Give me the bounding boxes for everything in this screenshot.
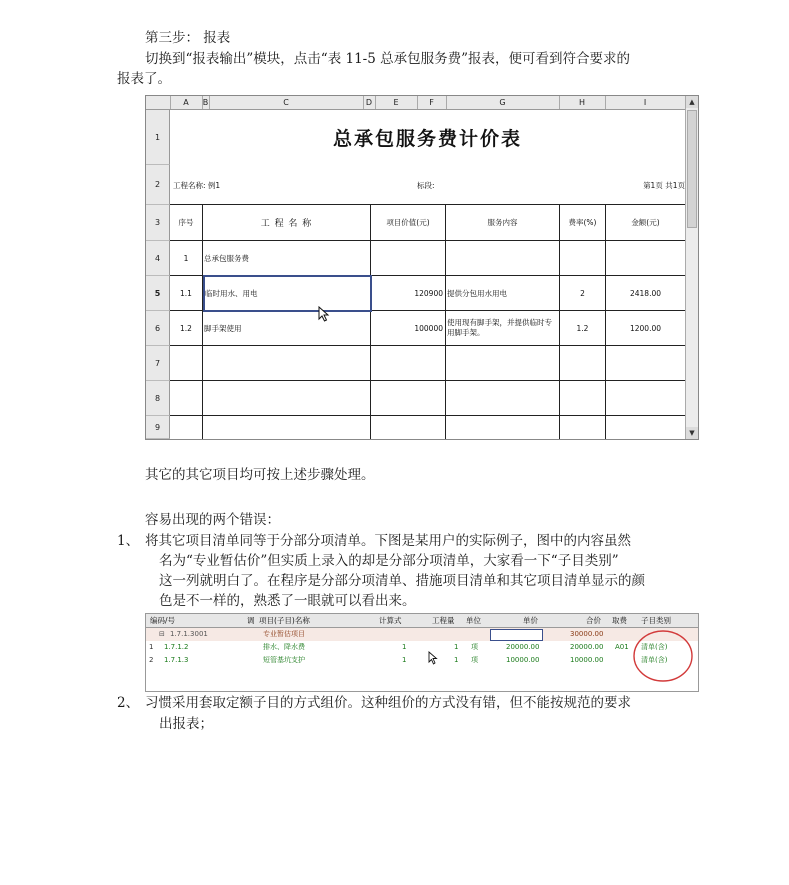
list-number: 1、 <box>117 533 140 549</box>
col-header[interactable]: E <box>375 96 418 109</box>
total-cell: 20000.00 <box>570 643 604 651</box>
report-spreadsheet <box>145 95 699 440</box>
table-header <box>146 614 698 628</box>
mouse-cursor-icon <box>428 651 438 665</box>
row-content-cell: 提供分包用水用电 <box>447 288 507 298</box>
col-header[interactable]: 单位 <box>466 616 481 625</box>
section-label: 标段: <box>417 180 435 190</box>
list-number: 2、 <box>117 695 140 711</box>
col-header[interactable]: D <box>363 96 376 109</box>
header-cell: 服务内容 <box>487 218 518 227</box>
formula-cell: 1 <box>402 643 407 651</box>
qty-cell: 1 <box>454 656 459 664</box>
row-rate-cell: 2 <box>580 288 585 298</box>
row-no-cell: 1 <box>183 253 189 263</box>
row-amount-cell: 2418.00 <box>629 288 661 298</box>
row-header[interactable]: 2 <box>146 165 170 205</box>
grid-line <box>170 345 685 346</box>
row-name-cell: 脚手架使用 <box>204 323 242 333</box>
col-header[interactable]: B <box>202 98 209 107</box>
type-cell: 清单(含) <box>641 643 668 651</box>
unit-cell: 项 <box>471 643 478 651</box>
scroll-down-arrow-icon[interactable]: ▼ <box>686 427 698 439</box>
step-title: 第三步： 报表 <box>145 30 231 46</box>
paragraph-line: 名为“专业暂估价”但实质上录入的却是分部分项清单，大家看一下“子目类别” <box>159 553 619 569</box>
row-header[interactable]: 9 <box>146 416 170 439</box>
name-cell: 短管基坑支护 <box>263 656 305 664</box>
col-header[interactable]: 合价 <box>586 616 601 625</box>
price-input[interactable] <box>490 629 543 641</box>
row-name-cell[interactable]: 临时用水、用电 <box>205 288 258 298</box>
col-header[interactable]: G <box>446 96 560 109</box>
col-header[interactable]: 调 <box>247 616 255 625</box>
row-header[interactable]: 6 <box>146 311 170 346</box>
col-header[interactable]: F <box>417 96 447 109</box>
header-cell: 工 程 名 称 <box>260 219 313 229</box>
paragraph-line: 其它的其它项目均可按上述步骤处理。 <box>145 467 375 483</box>
name-cell: 排水、降水费 <box>263 643 305 651</box>
col-header[interactable]: A <box>170 96 203 109</box>
page-label: 第1页 共1页 <box>643 180 685 190</box>
row-value-cell: 100000 <box>414 323 443 333</box>
row-no-cell: 1.2 <box>180 323 192 333</box>
unit-cell: 项 <box>471 656 478 664</box>
col-header[interactable]: I <box>605 96 686 109</box>
row-header[interactable]: 4 <box>146 241 170 276</box>
paragraph-line: 色是不一样的，熟悉了一眼就可以看出来。 <box>159 593 416 609</box>
col-header[interactable]: 编码/号 <box>150 616 176 625</box>
col-header[interactable]: 工程量 <box>432 616 455 625</box>
qty-cell: 1 <box>454 643 459 651</box>
project-name-label: 工程名称: 例1 <box>173 180 221 190</box>
table-row[interactable] <box>146 654 698 667</box>
type-cell: 清单(含) <box>641 656 668 664</box>
row-header[interactable]: 1 <box>146 110 170 165</box>
col-header[interactable]: 子目类别 <box>641 616 671 625</box>
fee-cell: A01 <box>615 643 629 651</box>
item-list-table <box>145 613 699 692</box>
code-cell: 1.7.1.3 <box>164 656 189 664</box>
header-cell: 序号 <box>178 218 194 227</box>
row-no-cell: 1.1 <box>180 288 192 298</box>
paragraph-line: 容易出现的两个错误： <box>145 512 280 528</box>
total-cell: 30000.00 <box>570 630 604 638</box>
col-header[interactable]: C <box>209 96 364 109</box>
highlight-circle-icon <box>632 629 694 683</box>
header-cell: 项目价值(元) <box>386 218 430 227</box>
header-cell: 金额(元) <box>631 218 660 227</box>
price-cell: 10000.00 <box>506 656 540 664</box>
paragraph-line: 习惯采用套取定额子目的方式组价。这种组价的方式没有错，但不能按规范的要求 <box>145 695 631 711</box>
scroll-up-arrow-icon[interactable]: ▲ <box>686 96 698 108</box>
row-header[interactable]: 5 <box>146 276 170 311</box>
grid-line <box>170 380 685 381</box>
price-cell: 20000.00 <box>506 643 540 651</box>
paragraph-line: 这一列就明白了。在程序是分部分项清单、措施项目清单和其它项目清单显示的颜 <box>159 573 645 589</box>
row-index: 2 <box>149 656 154 664</box>
row-header[interactable]: 3 <box>146 205 170 241</box>
mouse-cursor-icon <box>318 306 330 322</box>
row-value-cell: 120900 <box>414 288 443 298</box>
row-content-cell: 使用现有脚手架，并提供临时专用脚手架。 <box>447 318 552 337</box>
header-cell: 费率(%) <box>568 218 597 227</box>
grid-line <box>170 415 685 416</box>
column-header-bar <box>146 96 685 110</box>
vertical-scrollbar[interactable] <box>685 96 698 439</box>
total-cell: 10000.00 <box>570 656 604 664</box>
corner-cell <box>146 96 171 109</box>
col-header[interactable]: 取费 <box>612 616 627 625</box>
paragraph-line: 将其它项目清单同等于分部分项清单。下图是某用户的实际例子，图中的内容虽然 <box>145 533 631 549</box>
expand-toggle-icon[interactable]: ⊟ <box>159 630 165 638</box>
paragraph-line: 出报表； <box>159 716 213 732</box>
col-header[interactable]: 单价 <box>523 616 538 625</box>
col-header[interactable]: 计算式 <box>379 616 402 625</box>
paragraph-line: 切换到“报表输出”模块，点击“表 11-5 总承包服务费”报表，便可看到符合要求的 <box>145 51 631 67</box>
code-cell: 1.7.1.3001 <box>170 630 208 638</box>
row-index: 1 <box>149 643 154 651</box>
scroll-thumb[interactable] <box>687 110 697 228</box>
row-amount-cell: 1200.00 <box>629 323 661 333</box>
formula-cell: 1 <box>402 656 407 664</box>
report-title: 总承包服务费计价表 <box>332 128 522 150</box>
paragraph-line: 报表了。 <box>117 71 171 87</box>
code-cell: 1.7.1.2 <box>164 643 189 651</box>
row-header[interactable]: 8 <box>146 381 170 416</box>
table-row[interactable] <box>146 628 698 641</box>
row-header[interactable]: 7 <box>146 346 170 381</box>
row-name-cell: 总承包服务费 <box>204 253 249 263</box>
table-row[interactable] <box>146 641 698 654</box>
col-header[interactable]: 项目(子目)名称 <box>259 616 310 625</box>
col-header[interactable]: H <box>559 96 606 109</box>
row-rate-cell: 1.2 <box>576 323 589 333</box>
name-cell: 专业暂估项目 <box>263 630 305 638</box>
